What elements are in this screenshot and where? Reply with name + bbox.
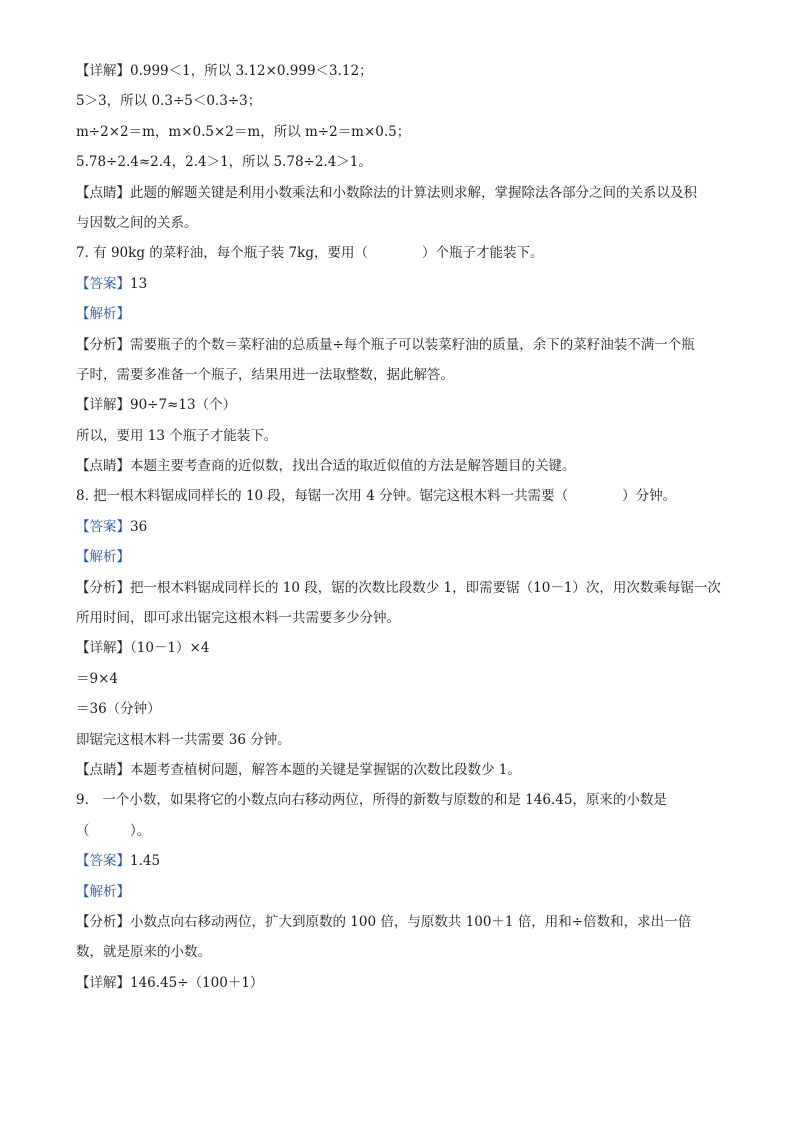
text-line	[76, 457, 726, 476]
text-line	[76, 791, 726, 810]
line-text: 8. 把一根木料锯成同样长的 10 段，每锯一次用 4 分钟。锯完这根木料一共需要（ ）分钟。	[76, 488, 677, 505]
line-text: 【详解】（10－1）×4	[76, 640, 210, 657]
document-page	[76, 62, 726, 1004]
line-text: 所用时间，即可求出锯完这根木料一共需要多少分钟。	[76, 610, 400, 627]
section-tag: 【答案】	[76, 275, 130, 292]
line-text: 【点睛】本题考查植树问题，解答本题的关键是掌握锯的次数比段数少 1。	[76, 761, 521, 778]
line-text: ＝36（分钟）	[76, 701, 161, 718]
section-tag: 【解析】	[76, 549, 130, 566]
text-line	[76, 974, 726, 993]
text-line	[76, 244, 726, 263]
text-line	[76, 609, 726, 628]
line-text: 数，就是原来的小数。	[76, 944, 211, 961]
line-text: 【分析】小数点向右移动两位，扩大到原数的 100 倍，与原数共 100＋1 倍，用和÷倍数和，求出一倍	[76, 913, 692, 930]
line-text: ＝9×4	[76, 670, 118, 687]
text-line	[76, 518, 726, 537]
line-text: 即锯完这根木料一共需要 36 分钟。	[76, 731, 291, 748]
text-line	[76, 366, 726, 385]
line-text: m÷2×2＝m，m×0.5×2＝m，所以 m÷2＝m×0.5；	[76, 123, 411, 140]
text-line	[76, 639, 726, 658]
line-text: 【分析】把一根木料锯成同样长的 10 段，锯的次数比段数少 1，即需要锯（10－1）次，用次数乘每锯一次	[76, 579, 721, 596]
text-line	[76, 62, 726, 81]
text-line	[76, 761, 726, 780]
text-line	[76, 852, 726, 871]
text-line	[76, 487, 726, 506]
section-tag: 【解析】	[76, 883, 130, 900]
text-line	[76, 275, 726, 294]
line-text: 【分析】需要瓶子的个数＝菜籽油的总质量÷每个瓶子可以装菜籽油的质量，余下的菜籽油装不满一个瓶	[76, 336, 695, 353]
text-line	[76, 123, 726, 142]
section-tag: 【答案】	[76, 853, 130, 870]
line-text: 13	[130, 275, 148, 292]
text-line	[76, 700, 726, 719]
line-text: 【详解】90÷7≈13（个）	[76, 397, 237, 414]
text-line	[76, 92, 726, 111]
text-line	[76, 883, 726, 902]
text-line	[76, 822, 726, 841]
line-text: 5＞3，所以 0.3÷5＜0.3÷3；	[76, 93, 262, 110]
text-line	[76, 427, 726, 446]
text-line	[76, 913, 726, 932]
text-line	[76, 548, 726, 567]
line-text: 9. 一个小数，如果将它的小数点向右移动两位，所得的新数与原数的和是 146.45，原来的小数是	[76, 792, 667, 809]
section-tag: 【解析】	[76, 306, 130, 323]
text-line	[76, 943, 726, 962]
line-text: 【点睛】本题主要考查商的近似数，找出合适的取近似值的方法是解答题目的关键。	[76, 458, 576, 475]
text-line	[76, 731, 726, 750]
text-line	[76, 305, 726, 324]
line-text: 【详解】0.999＜1，所以 3.12×0.999＜3.12；	[76, 63, 373, 79]
text-line	[76, 184, 726, 203]
text-line	[76, 579, 726, 598]
text-line	[76, 396, 726, 415]
line-text: 36	[130, 518, 148, 535]
line-text: 【详解】146.45÷（100＋1）	[76, 974, 264, 991]
section-tag: 【答案】	[76, 518, 130, 535]
line-text: 1.45	[130, 853, 161, 870]
line-text: 子时，需要多准备一个瓶子，结果用进一法取整数，据此解答。	[76, 366, 454, 383]
line-text: 【点睛】此题的解题关键是利用小数乘法和小数除法的计算法则求解，掌握除法各部分之间的关系以及积	[76, 184, 697, 201]
line-text: （ ）。	[76, 822, 151, 839]
text-line	[76, 336, 726, 355]
line-text: 与因数之间的关系。	[76, 214, 198, 231]
line-text: 7. 有 90kg 的菜籽油，每个瓶子装 7kg，要用（ ）个瓶子才能装下。	[76, 245, 544, 262]
text-line	[76, 670, 726, 689]
line-text: 所以，要用 13 个瓶子才能装下。	[76, 427, 278, 444]
line-text: 5.78÷2.4≈2.4，2.4＞1，所以 5.78÷2.4＞1。	[76, 154, 372, 171]
text-line	[76, 153, 726, 172]
text-line	[76, 214, 726, 233]
